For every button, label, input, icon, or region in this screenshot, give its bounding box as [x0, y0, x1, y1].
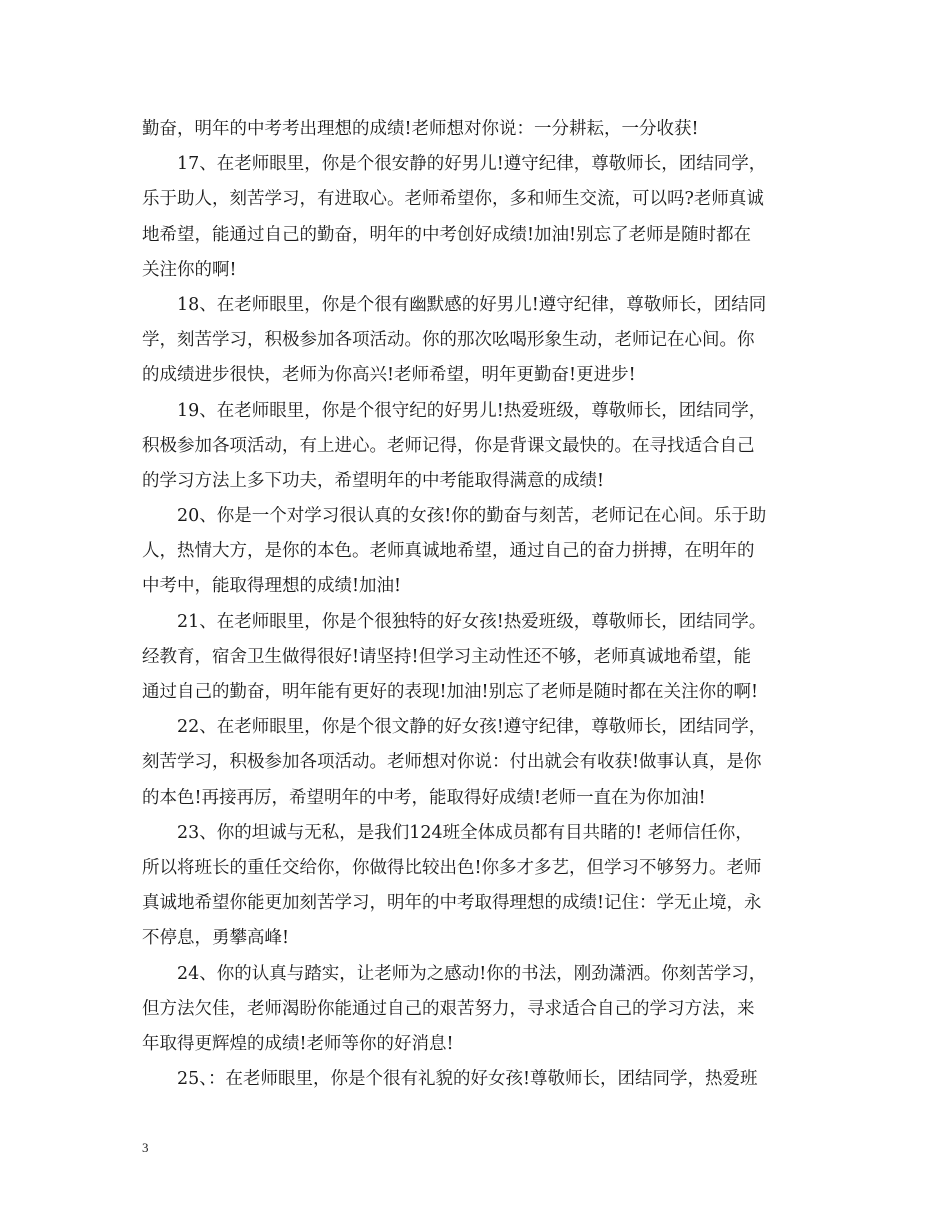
text-line: 真诚地希望你能更加刻苦学习，明年的中考取得理想的成绩!记住：学无止境，永 — [142, 893, 762, 914]
text-line: 积极参加各项活动，有上进心。老师记得，你是背课文最快的。在寻找适合自己 — [142, 435, 755, 456]
paragraph-first-line: 22、在老师眼里，你是个很文静的好女孩!遵守纪律，尊敬师长，团结同学， — [177, 717, 767, 738]
text-line: 乐于助人，刻苦学习，有进取心。老师希望你，多和师生交流，可以吗?老师真诚 — [142, 189, 764, 210]
text-line: 但方法欠佳，老师渴盼你能通过自己的艰苦努力，寻求适合自己的学习方法，来 — [142, 998, 755, 1019]
text-line: 地希望，能通过自己的勤奋，明年的中考创好成绩!加油!别忘了老师是随时都在 — [142, 224, 752, 245]
paragraph-first-line: 24、你的认真与踏实，让老师为之感动!你的书法，刚劲潇洒。你刻苦学习， — [177, 963, 767, 984]
text-line: 刻苦学习，积极参加各项活动。老师想对你说：付出就会有收获!做事认真，是你 — [142, 752, 762, 773]
text-line: 的学习方法上多下功夫，希望明年的中考能取得满意的成绩! — [142, 470, 605, 491]
text-line: 中考中，能取得理想的成绩!加油! — [142, 576, 402, 597]
paragraph-first-line: 21、在老师眼里，你是个很独特的好女孩!热爱班级，尊敬师长，团结同学。 — [177, 611, 767, 632]
text-line: 的本色!再接再厉，希望明年的中考，能取得好成绩!老师一直在为你加油! — [142, 787, 706, 808]
page-number: 3 — [142, 1140, 149, 1155]
text-line: 年取得更辉煌的成绩!老师等你的好消息! — [142, 1033, 454, 1054]
text-line: 经教育，宿舍卫生做得很好!请坚持!但学习主动性还不够，老师真诚地希望，能 — [142, 646, 752, 667]
text-line: 所以将班长的重任交给你，你做得比较出色!你多才多艺，但学习不够努力。老师 — [142, 857, 762, 878]
text-line: 关注你的啊! — [142, 259, 237, 280]
text-line: 不停息，勇攀高峰! — [142, 928, 290, 949]
text-line: 勤奋，明年的中考考出理想的成绩!老师想对你说：一分耕耘，一分收获! — [142, 119, 699, 139]
paragraph-first-line: 18、在老师眼里，你是个很有幽默感的好男儿!遵守纪律，尊敬师长，团结同 — [177, 294, 767, 315]
text-line: 通过自己的勤奋，明年能有更好的表现!加油!别忘了老师是随时都在关注你的啊! — [142, 682, 759, 702]
paragraph-first-line: 23、你的坦诚与无私，是我们124班全体成员都有目共睹的! 老师信任你， — [177, 822, 753, 843]
paragraph-first-line: 19、在老师眼里，你是个很守纪的好男儿!热爱班级，尊敬师长，团结同学， — [177, 400, 767, 421]
paragraph-first-line: 25、：在老师眼里，你是个很有礼貌的好女孩!尊敬师长，团结同学，热爱班 — [177, 1069, 758, 1090]
paragraph-first-line: 17、在老师眼里，你是个很安静的好男儿!遵守纪律，尊敬师长，团结同学， — [177, 154, 767, 175]
text-line: 的成绩进步很快，老师为你高兴!老师希望，明年更勤奋!更进步! — [142, 365, 636, 386]
text-line: 学，刻苦学习，积极参加各项活动。你的那次吆喝形象生动，老师记在心间。你 — [142, 330, 755, 351]
body-text — [142, 112, 812, 1097]
paragraph-first-line: 20、你是一个对学习很认真的女孩!你的勤奋与刻苦，老师记在心间。乐于助 — [177, 506, 767, 527]
text-line: 人，热情大方，是你的本色。老师真诚地希望，通过自己的奋力拼搏，在明年的 — [142, 541, 755, 562]
